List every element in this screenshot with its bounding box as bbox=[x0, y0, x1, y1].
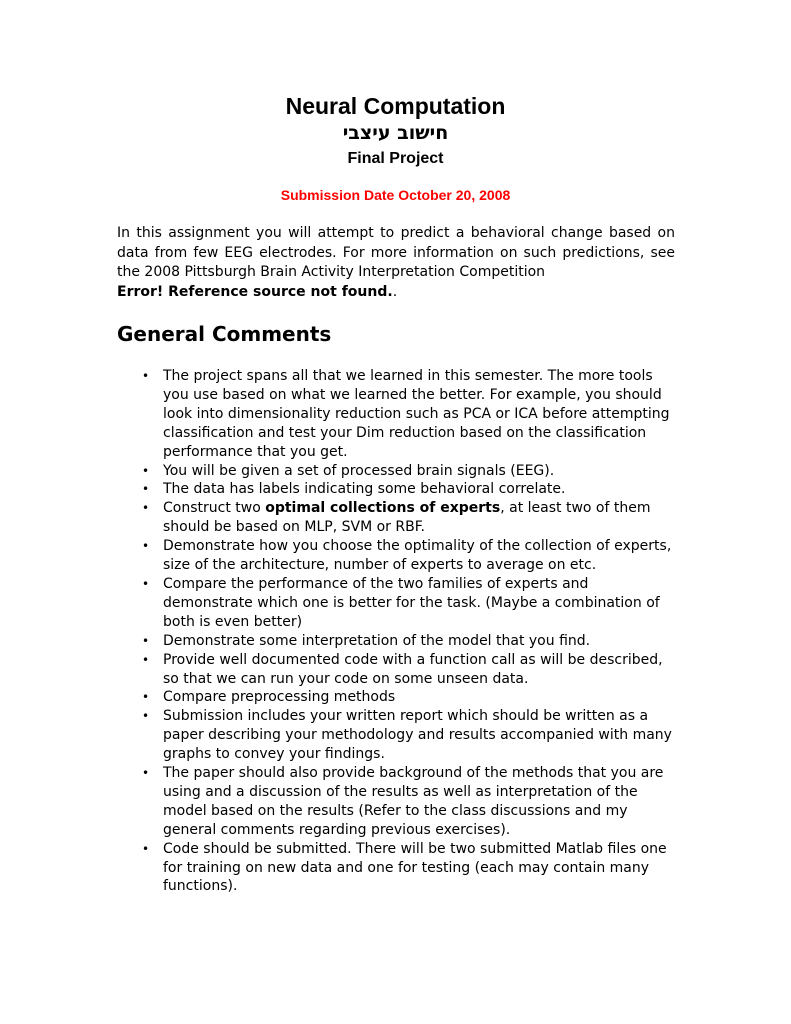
list-item-text: Submission includes your written report which should be written as a paper describing your methodology and results accompanied with many graphs to convey your findings. bbox=[163, 708, 672, 763]
title-block bbox=[0, 92, 791, 170]
bullet-icon: • bbox=[142, 841, 150, 856]
list-item bbox=[117, 499, 677, 537]
list-item bbox=[117, 632, 677, 651]
bullet-icon: • bbox=[142, 652, 150, 667]
submission-date: Submission Date October 20, 2008 bbox=[280, 187, 511, 203]
bullet-icon: • bbox=[142, 463, 150, 478]
list-item bbox=[117, 575, 677, 632]
list-item bbox=[117, 462, 677, 481]
list-item bbox=[117, 651, 677, 689]
error-reference: Error! Reference source not found. bbox=[117, 283, 393, 300]
list-item-text: Construct two bbox=[163, 500, 266, 517]
list-item bbox=[117, 688, 677, 707]
section-heading: General Comments bbox=[117, 322, 332, 346]
list-item bbox=[117, 537, 677, 575]
bullet-icon: • bbox=[142, 539, 150, 554]
list-item-text: The project spans all that we learned in this semester. The more tools you use based on what we learned the better. For example, you should look into dimensionality reduction such as PCA or ICA before attempting classification and test your Dim reduction based on the classification performance that you get. bbox=[163, 368, 670, 460]
hebrew-title: חישוב עיצבי bbox=[342, 122, 449, 144]
list-item-text: The paper should also provide background of the methods that you are using and a discussion of the results as well as interpretation of the model based on the results (Refer to the class discussions and my general comments regarding previous exercises). bbox=[163, 765, 664, 838]
comments-list bbox=[117, 367, 677, 896]
bullet-icon: • bbox=[142, 633, 150, 648]
list-item-text: Demonstrate some interpretation of the model that you find. bbox=[163, 632, 591, 649]
bullet-icon: • bbox=[142, 709, 150, 724]
page-title: Neural Computation bbox=[285, 93, 506, 119]
list-item-text: , at least two of them should be based on MLP, SVM or RBF. bbox=[163, 500, 651, 536]
list-item bbox=[117, 367, 677, 462]
list-item-text: Compare preprocessing methods bbox=[163, 689, 396, 706]
page-subtitle: Final Project bbox=[347, 150, 444, 167]
list-item-text: Code should be submitted. There will be two submitted Matlab files one for training on new data and one for testing (each may contain many functions). bbox=[163, 840, 667, 895]
list-item-text: Demonstrate how you choose the optimality of the collection of experts, size of the architecture, number of experts to average on etc. bbox=[163, 538, 672, 574]
list-item-text: Compare the performance of the two families of experts and demonstrate which one is better for the task. (Maybe a combination of both is even better) bbox=[163, 575, 660, 630]
list-item bbox=[117, 764, 677, 840]
list-item-emphasis: optimal collections of experts bbox=[265, 500, 501, 517]
bullet-icon: • bbox=[142, 501, 150, 516]
intro-text: In this assignment you will attempt to predict a behavioral change based on data from few EEG electrodes. For more information on such predictions, see the 2008 Pittsburgh Brain Activity Interpretation Competition bbox=[117, 225, 675, 280]
list-item-text: You will be given a set of processed brain signals (EEG). bbox=[163, 462, 555, 479]
bullet-icon: • bbox=[142, 576, 150, 591]
bullet-icon: • bbox=[142, 690, 150, 705]
intro-paragraph bbox=[117, 224, 675, 302]
list-item bbox=[117, 707, 677, 764]
bullet-icon: • bbox=[142, 482, 150, 497]
bullet-icon: • bbox=[142, 369, 150, 383]
list-item bbox=[117, 840, 677, 897]
list-item bbox=[117, 480, 677, 499]
intro-trailing: . bbox=[392, 283, 398, 300]
list-item-text: Provide well documented code with a function call as will be described, so that we can run your code on some unseen data. bbox=[163, 651, 663, 687]
bullet-icon: • bbox=[142, 766, 150, 781]
list-item-text: The data has labels indicating some behavioral correlate. bbox=[163, 481, 566, 498]
